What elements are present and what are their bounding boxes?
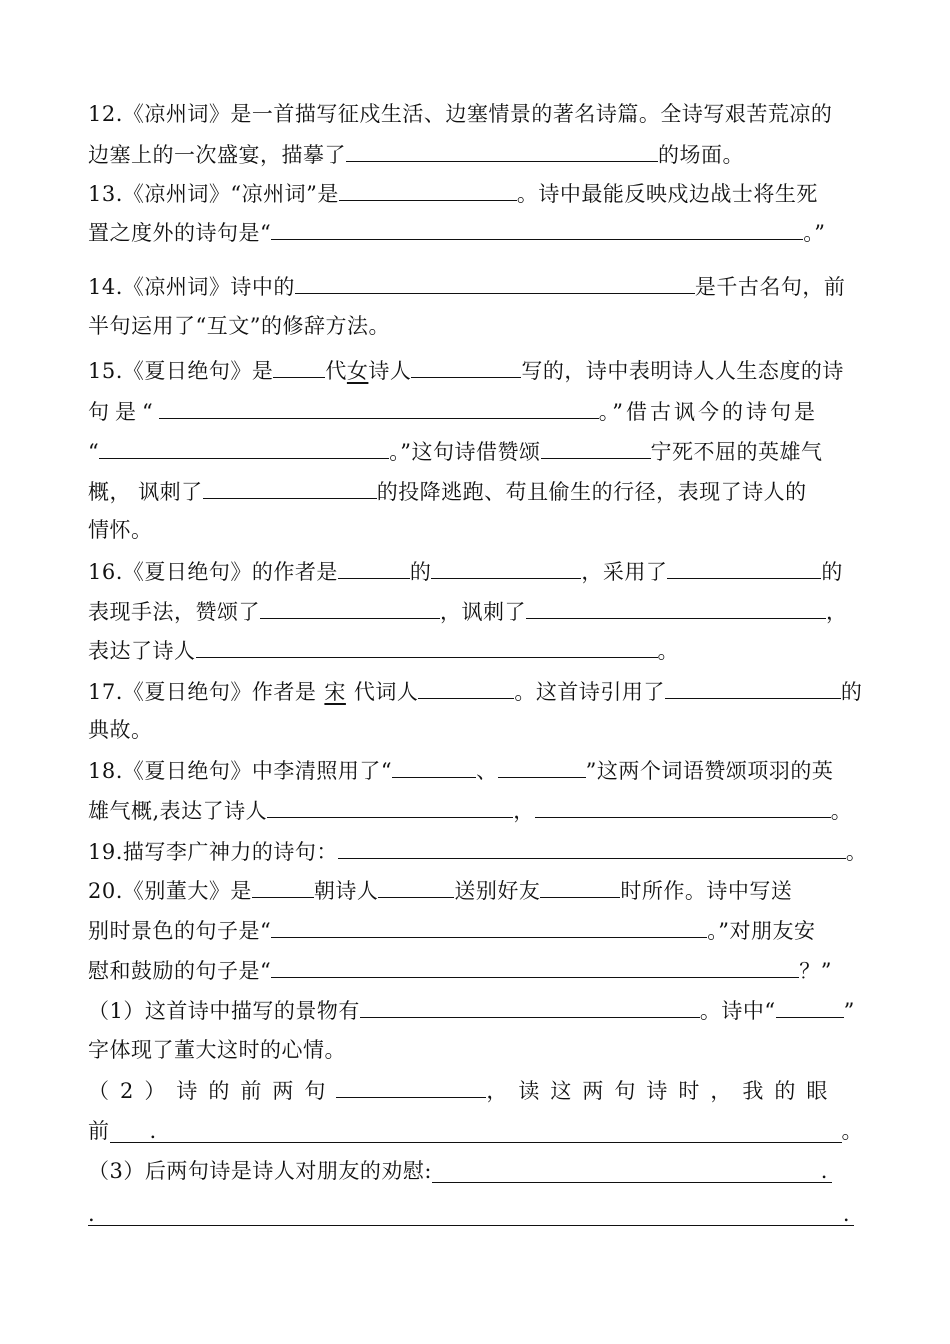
- q20-sub2-line1: [88, 1075, 864, 1105]
- q20-text-b: 朝诗人: [313, 879, 379, 903]
- q20-text-g: 慰和鼓励的句子是“: [88, 959, 272, 983]
- q20-sub2-text-b: ，读这两句诗时，我的眼: [486, 1079, 839, 1103]
- q16-blank-3[interactable]: [667, 556, 821, 579]
- q20-sub3-dot-left: .: [88, 1202, 96, 1226]
- q20-sub1-text-c: ”: [843, 999, 855, 1023]
- q20-sub1-line2: [88, 1035, 864, 1065]
- q15-blank-3[interactable]: [159, 396, 599, 419]
- q14-text-c: 半句运用了“互文”的修辞方法。: [88, 314, 390, 338]
- q20-sub3-line2: [88, 1199, 864, 1229]
- q15-text-i: 。”这句诗借赞颂: [389, 440, 541, 464]
- q20-text-h: ？”: [799, 959, 832, 983]
- q17-blank-1[interactable]: [418, 676, 514, 699]
- q20-sub2-blank-1[interactable]: [336, 1075, 486, 1098]
- q15-text-f: 句是“: [88, 400, 159, 424]
- q14-blank[interactable]: [295, 271, 695, 294]
- q12-line1: [88, 99, 864, 129]
- q20-blank-1[interactable]: [252, 875, 314, 898]
- q20-sub3-text-a: （3）后两句诗是诗人对朋友的劝慰:: [88, 1159, 432, 1183]
- q17-text-a: 17.《夏日绝句》作者是: [88, 680, 317, 704]
- q15-blank-4[interactable]: [99, 436, 389, 459]
- q13-line1: [88, 178, 864, 208]
- q18-text-e: ，: [513, 799, 535, 823]
- q18-text-d: 雄气概,表达了诗人: [88, 799, 268, 823]
- q15-blank-5[interactable]: [541, 436, 651, 459]
- q20-line2: [88, 915, 864, 945]
- q15-text-h: “: [88, 440, 100, 464]
- q15-text-b: 代: [325, 359, 347, 383]
- q16-text-i: 。: [657, 639, 679, 663]
- q16-blank-1[interactable]: [338, 556, 410, 579]
- q13-text-c: 置之度外的诗句是“: [88, 221, 272, 245]
- q14-line1: [88, 271, 864, 301]
- q12-text-a: 边塞上的一次盛宴，描摹了: [88, 143, 346, 167]
- q16-line2: [88, 596, 864, 626]
- q16-text-h: 表达了诗人: [88, 639, 196, 663]
- q20-sub2-blank-2[interactable]: [110, 1120, 842, 1143]
- q13-text-a: 13.《凉州词》“凉州词”是: [88, 182, 339, 206]
- q20-line1: [88, 875, 864, 905]
- q15-blank-6[interactable]: [203, 476, 377, 499]
- q16-blank-4[interactable]: [260, 596, 440, 619]
- q20-text-f: 。”对朋友安: [707, 919, 816, 943]
- q20-sub1-text-a: （1）这首诗中描写的景物有: [88, 999, 360, 1023]
- q17-line1: [88, 676, 864, 706]
- q15-text-a: 15.《夏日绝句》是: [88, 359, 274, 383]
- q16-text-d: 的: [821, 560, 843, 584]
- q20-line3: [88, 955, 864, 985]
- q17-answer: 宋: [324, 680, 346, 704]
- q15-blank-2[interactable]: [411, 355, 521, 378]
- q15-line4: [88, 476, 864, 506]
- q16-text-a: 16.《夏日绝句》的作者是: [88, 560, 338, 584]
- q20-sub1-text-d: 字体现了董大这时的心情。: [88, 1038, 346, 1062]
- q20-sub1-blank-1[interactable]: [360, 995, 700, 1018]
- q20-blank-3[interactable]: [540, 875, 620, 898]
- q15-text-g: 。”借古讽今的诗句是: [598, 400, 818, 424]
- q20-sub1-text-b: 。诗中“: [699, 999, 776, 1023]
- q16-text-g: ，: [826, 600, 848, 624]
- q14-line2: [88, 311, 864, 341]
- q20-sub2-text-c: 前: [88, 1119, 110, 1143]
- q20-sub3-dot: .: [820, 1159, 828, 1183]
- q17-text-e: 的: [840, 680, 863, 704]
- q18-blank-2[interactable]: [498, 755, 586, 778]
- q15-text-d: 诗人: [368, 359, 412, 383]
- q18-line2: [88, 795, 864, 825]
- q20-sub1-blank-2[interactable]: [776, 995, 844, 1018]
- q20-text-e: 别时景色的句子是“: [88, 919, 272, 943]
- q20-sub2-text-a: （2）诗的前两句: [88, 1079, 337, 1103]
- q15-text-c: 女: [346, 359, 369, 383]
- q16-line1: [88, 556, 864, 586]
- q20-text-a: 20.《别董大》是: [88, 879, 252, 903]
- q20-sub1-line1: [88, 995, 864, 1025]
- q16-blank-2[interactable]: [431, 556, 581, 579]
- q16-blank-5[interactable]: [526, 596, 826, 619]
- q20-sub3-dot-right: .: [842, 1202, 850, 1226]
- q18-blank-4[interactable]: [535, 795, 831, 818]
- q18-text-c: ”这两个词语赞颂项羽的英: [585, 759, 834, 783]
- q20-sub3-blank-2[interactable]: [88, 1203, 854, 1226]
- q15-line5: [88, 515, 864, 545]
- q13-text-d: 。”: [803, 221, 826, 245]
- q15-text-k: 概， 讽刺了: [88, 480, 203, 504]
- q15-text-l: 的投降逃跑、苟且偷生的行径，表现了诗人的: [376, 480, 807, 504]
- q18-blank-3[interactable]: [267, 795, 513, 818]
- q20-sub2-text-d: 。: [841, 1119, 863, 1143]
- q19-line1: [88, 836, 868, 866]
- q15-text-j: 宁死不屈的英雄气: [650, 440, 823, 464]
- q20-text-d: 时所作。诗中写送: [620, 879, 793, 903]
- q16-blank-6[interactable]: [196, 635, 658, 658]
- q14-text-a: 14.《凉州词》诗中的: [88, 275, 295, 299]
- q15-line3: [88, 436, 864, 466]
- q14-text-b: 是千古名句，前: [694, 275, 846, 299]
- q15-line2: [88, 396, 864, 426]
- q20-blank-2[interactable]: [378, 875, 454, 898]
- q18-text-b: 、: [476, 759, 498, 783]
- q13-blank-1[interactable]: [339, 178, 517, 201]
- q16-line3: [88, 635, 864, 665]
- q15-text-m: 情怀。: [88, 518, 153, 542]
- q12-blank[interactable]: [346, 139, 658, 162]
- q15-blank-1[interactable]: [273, 355, 325, 378]
- q12-text-b: 的场面。: [658, 143, 744, 167]
- q20-sub2-dot: .: [149, 1119, 157, 1143]
- q20-sub2-line2: [88, 1116, 864, 1146]
- q19-text-b: 。: [845, 840, 868, 864]
- q15-text-e: 写的，诗中表明诗人人生态度的诗: [521, 359, 844, 383]
- q12-line2: [88, 139, 864, 169]
- q17-text-f: 典故。: [88, 718, 153, 742]
- q17-line2: [88, 715, 864, 745]
- q15-line1: [88, 355, 864, 385]
- q19-blank[interactable]: [338, 836, 846, 859]
- q18-text-a: 18.《夏日绝句》中李清照用了“: [88, 759, 393, 783]
- q13-line2: [88, 217, 864, 247]
- q17-text-d: 。这首诗引用了: [514, 680, 665, 704]
- q20-text-c: 送别好友: [454, 879, 541, 903]
- q20-blank-4[interactable]: [271, 915, 707, 938]
- q17-blank-2[interactable]: [665, 676, 841, 699]
- q16-text-f: ，讽刺了: [440, 600, 526, 624]
- q18-text-f: 。: [830, 799, 853, 823]
- q16-text-e: 表现手法，赞颂了: [88, 600, 260, 624]
- q20-sub3-line1: [88, 1156, 864, 1186]
- q13-text-b: 。诗中最能反映戍边战士将生死: [516, 182, 818, 206]
- q18-line1: [88, 755, 864, 785]
- q16-text-b: 的: [409, 560, 432, 584]
- q20-blank-5[interactable]: [271, 955, 799, 978]
- q13-blank-2[interactable]: [271, 217, 803, 240]
- q16-text-c: ，采用了: [581, 560, 668, 584]
- q19-text-a: 19.描写李广神力的诗句：: [88, 840, 338, 864]
- q20-sub3-blank-1[interactable]: [432, 1160, 832, 1183]
- q17-text-c: 代词人: [353, 680, 419, 704]
- q18-blank-1[interactable]: [392, 755, 476, 778]
- q12-text: 12.《凉州词》是一首描写征戍生活、边塞情景的著名诗篇。全诗写艰苦荒凉的: [88, 102, 833, 126]
